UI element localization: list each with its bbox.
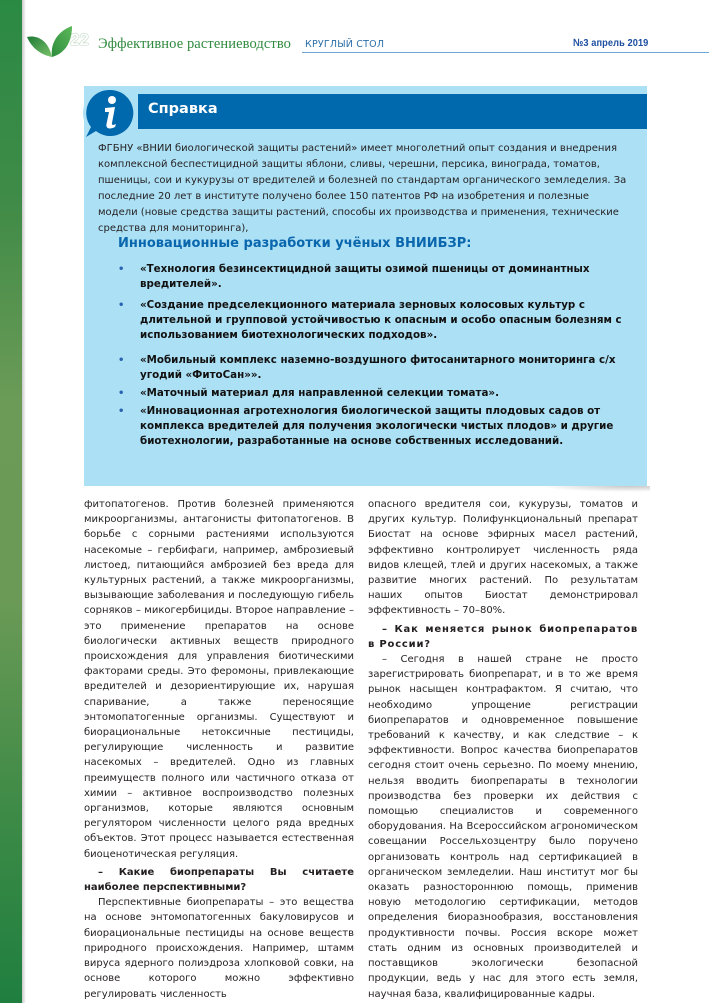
interview-question: – Как меняется рынок биопрепаратов в России? — [368, 623, 638, 650]
bullet-icon: • — [118, 264, 125, 275]
list-item — [118, 262, 628, 292]
info-box — [84, 86, 647, 486]
section-label: КРУГЛЫЙ СТОЛ — [305, 39, 385, 50]
list-item — [118, 404, 628, 449]
interview-answer: Перспективные биопрепараты – это вещества на основе энтомопатогенных бакуловирусов и биорациональные пестициды на основе веществ природного происхождения. Например, штамм вируса ядерного полиэдроза хлопковой совки, на основе которого можно эффективно регулировать численность — [84, 897, 354, 1000]
side-stripe-shadow — [22, 0, 26, 1003]
list-item-text: «Маточный материал для направленной селекции томата». — [140, 387, 499, 399]
article-left-column — [84, 497, 354, 1002]
info-box-title: Справка — [148, 101, 218, 117]
bullet-icon: • — [118, 388, 125, 399]
info-icon — [82, 87, 138, 141]
green-side-stripe — [0, 0, 22, 1003]
page-number: 22 — [70, 30, 89, 49]
leaf-logo-icon — [26, 25, 72, 59]
list-item — [118, 353, 628, 383]
info-intro-text: ФГБНУ «ВНИИ биологической защиты растений» имеет многолетний опыт создания и внедрения комплексной беспестицидной защиты яблони, сливы, черешни, персика, винограда, томатов, пшеницы, сои и кукурузы от вредителей и болезней по стандартам органического земледелия. За последние 20 лет в институте получено более 150 патентов РФ на изобретения и полезные модели (новые средства защиты растений, способы их производства и применения, технические средства для мониторинга), — [98, 143, 627, 234]
list-item — [118, 386, 628, 401]
list-item-text: «Создание предселекционного материала зерновых колосовых культур с длительной и групповой устойчивостью к опасным и особо опасным болезням с использованием биотехнологических подходов». — [140, 299, 622, 341]
bullet-icon: • — [118, 300, 125, 311]
list-item-text: «Технология безинсектицидной защиты озимой пшеницы от доминантных вредителей». — [140, 263, 590, 290]
info-title-bar — [138, 94, 647, 129]
paragraph: фитопатогенов. Против болезней применяются микроорганизмы, антагонисты фитопатогенов. В борьбе с сорными растениями используются насекомые – гербифаги, например, амброзиевый листоед, питающийся амброзией без вреда для культурных растений, а также микроорганизмы, вызывающие заболевания и последующую гибель сорняков – микогербициды. Второе направление – это применение препаратов на основе биологически активных веществ природного происхождения для управления биотическими факторами среды. Это феромоны, привлекающие вредителей и дезориентирующие их, нарушая спаривание, а также переносящие энтомопатогенные организмы. Существуют и биорациональные нетоксичные пестициды, регулирующие численность и развитие насекомых – вредителей. Одно из главных преимуществ полного или частичного отказа от химии – активное воспроизводство полезных организмов, которые являются основным регулятором численности целого ряда вредных объектов. Этот процесс называется естественная биоценотическая регуляция. — [84, 499, 354, 860]
issue-label: №3 апрель 2019 — [573, 37, 649, 49]
paragraph: опасного вредителя сои, кукурузы, томатов и других культур. Полифункциональный препарат Биостат на основе эфирных масел растений, эффективно контролирует численность ряда видов клещей, тлей и других насекомых, а также развитие многих растений. По результатам наших опытов Биостат демонстрировал эффективность – 70–80%. — [368, 499, 638, 617]
list-item-text: «Инновационная агротехнология биологической защиты плодовых садов от комплекса вредителей для получения экологически чистых плодов» и другие биотехнологии, разработанные на основе собственных исследований. — [140, 405, 614, 447]
innovations-heading: Инновационные разработки учёных ВНИИБЗР: — [118, 236, 472, 251]
interview-answer: – Сегодня в нашей стране не просто зарегистрировать биопрепарат, и в то же время рынок насыщен контрафактом. Я считаю, что необходимо упрощение регистрации биопрепаратов и одновременное повышение требований к качеству, и как следствие – к эффективности. Вопрос качества биопрепаратов сегодня стоит очень серьезно. По моему мнению, нельзя вводить биопрепараты в технологии производства без проверки их действия с помощью специалистов и современного оборудования. На Всероссийском агрономическом совещании Россельхозцентру было поручено организовать контроль над сертификацией в органическом земледелии. Наш институт мог бы оказать разностороннюю помощь, применив новую методологию сертификации, методов определения биоразнообразия, восстановления продуктивности почвы. Россия вскоре может стать одним из основных производителей и поставщиков экологически безопасной продукции, ведь у нас для этого есть земля, научная база, квалифицированные кадры. — [368, 654, 638, 1000]
bullet-icon: • — [118, 406, 125, 417]
list-item-text: «Мобильный комплекс наземно-воздушного фитосанитарного мониторинга с/х угодий «ФитоСан»». — [140, 354, 616, 381]
info-box-shadow — [540, 486, 650, 492]
list-item — [118, 298, 628, 343]
magazine-title: Эффективное растениеводство — [98, 36, 292, 52]
interview-question: – Какие биопрепараты Вы считаете наиболее перспективными? — [84, 866, 354, 894]
header-rule — [302, 52, 709, 53]
article-right-column — [368, 497, 638, 1002]
innovations-list — [118, 262, 628, 455]
page-header — [0, 0, 709, 70]
bullet-icon: • — [118, 355, 125, 366]
